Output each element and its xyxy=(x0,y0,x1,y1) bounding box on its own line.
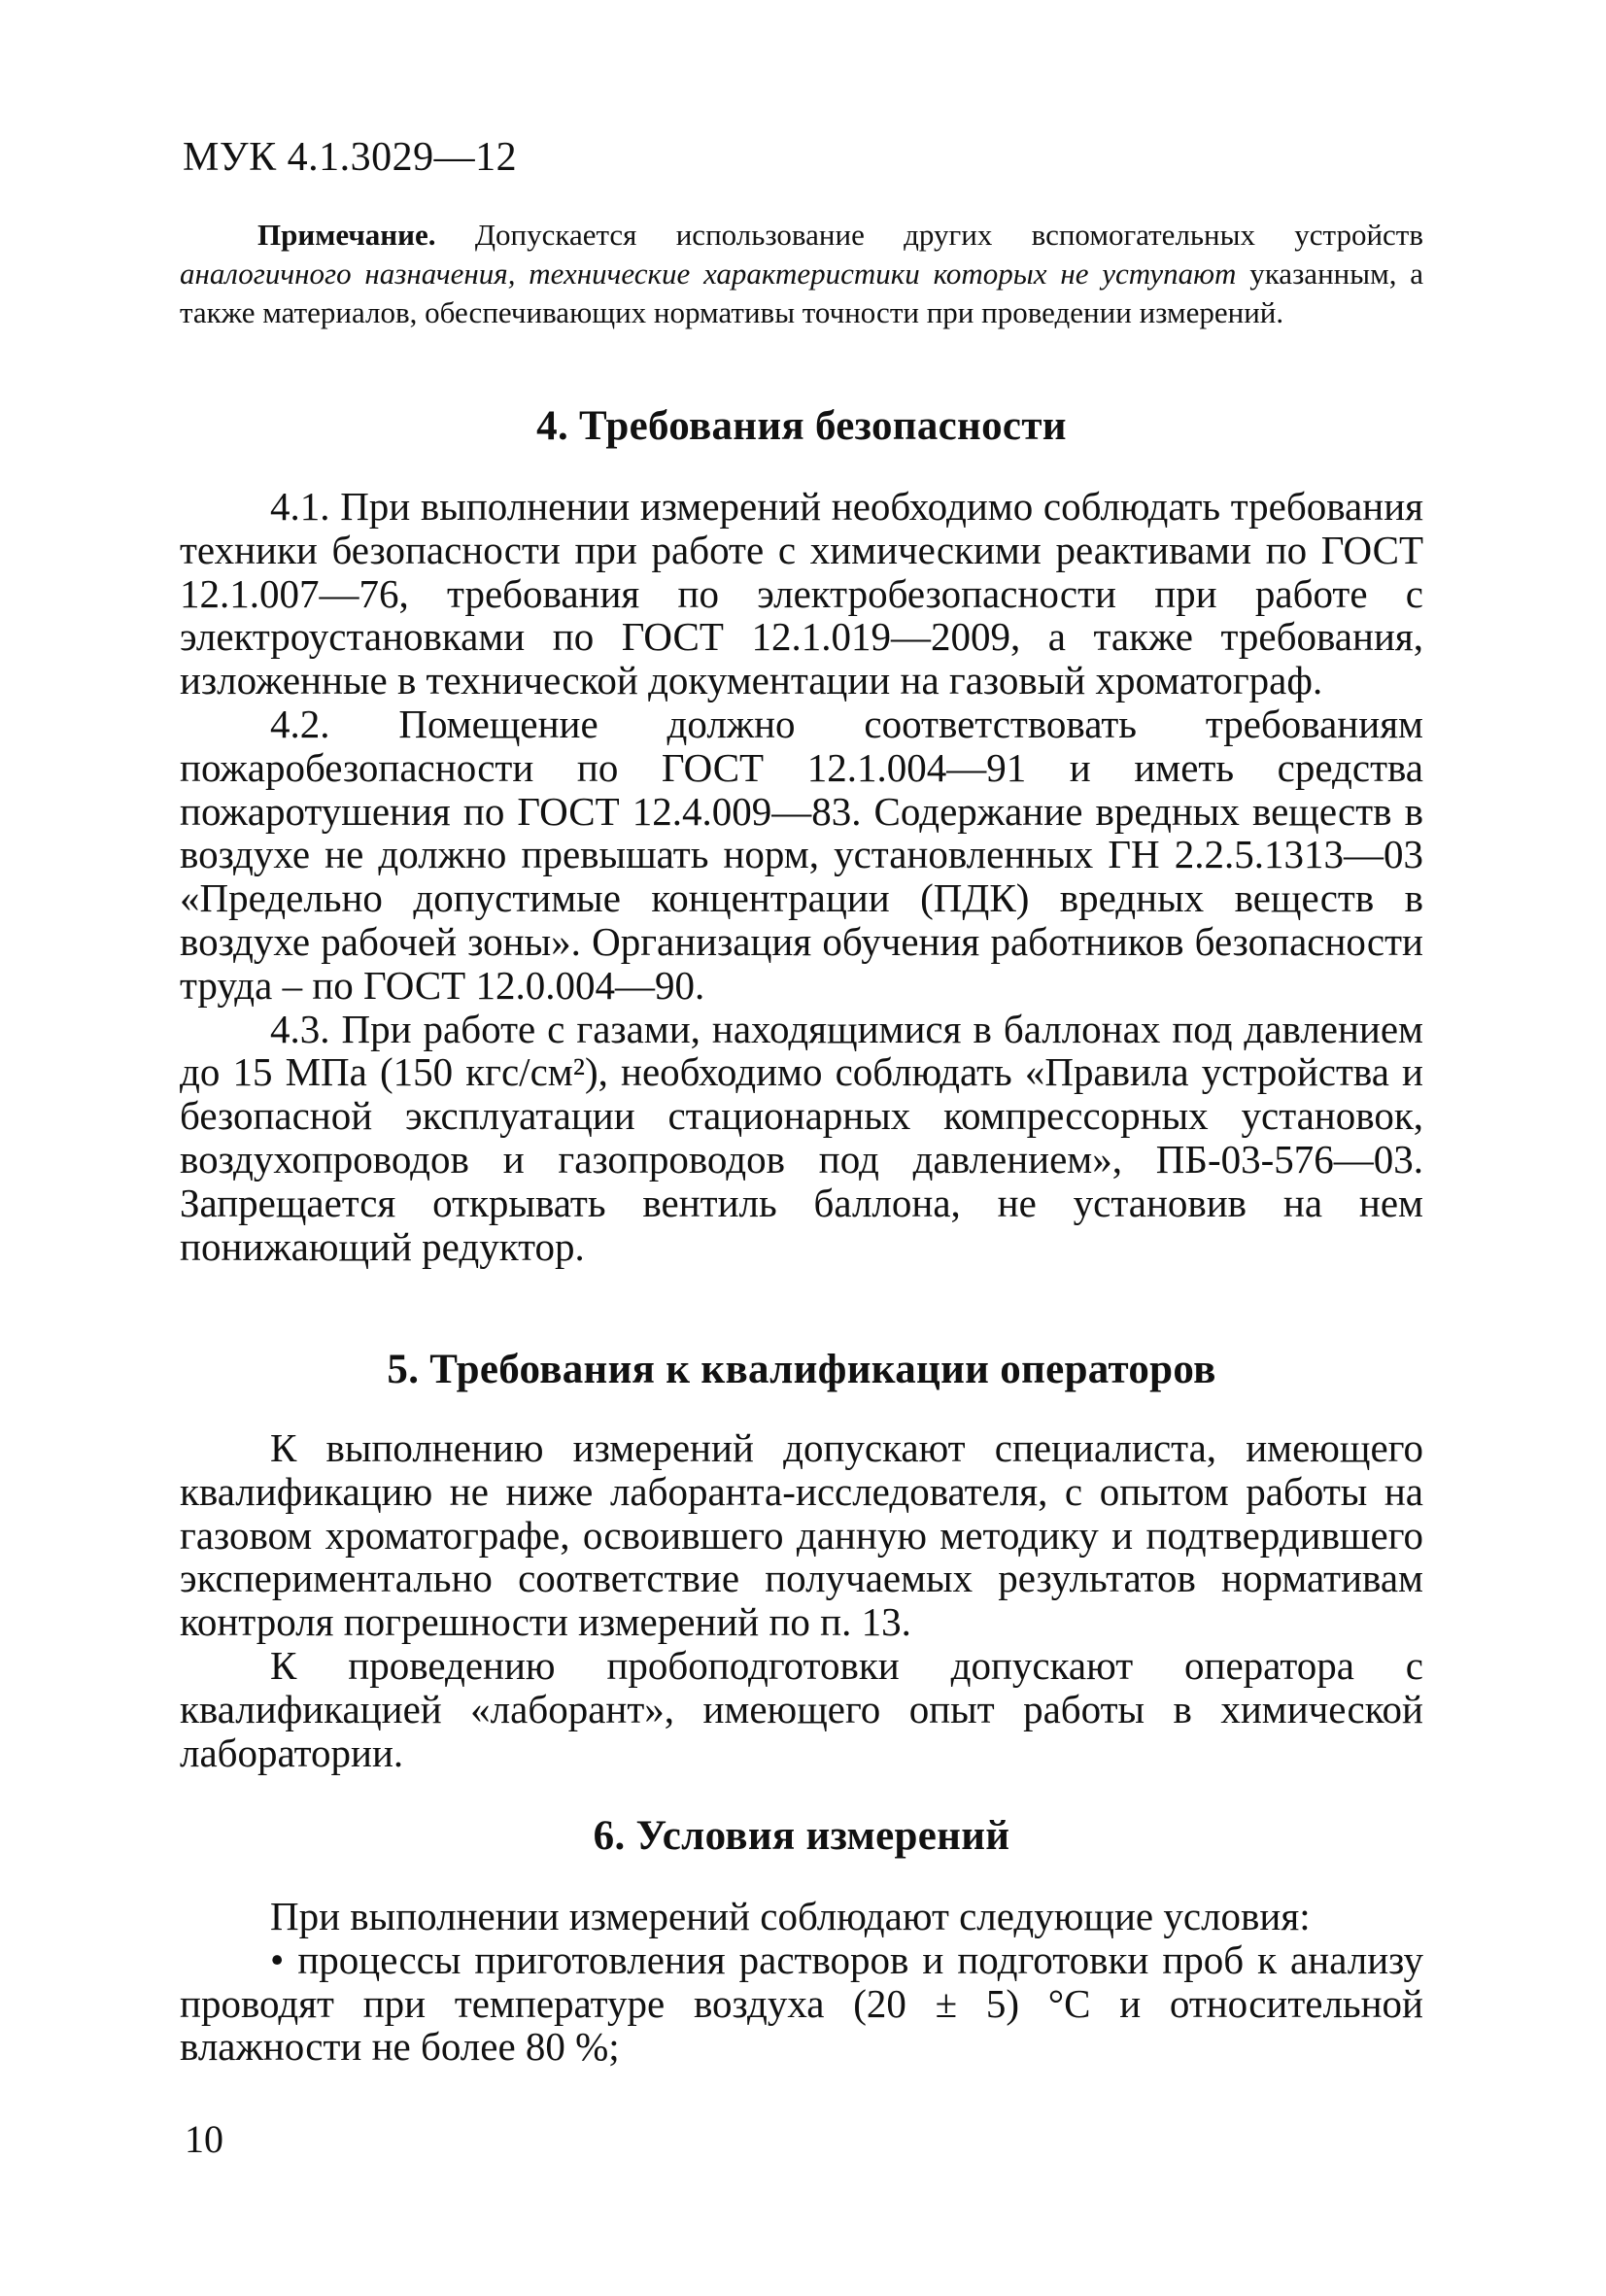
section-6-body xyxy=(180,1895,1423,2069)
note-paragraph xyxy=(180,216,1423,332)
page-number: 10 xyxy=(185,2117,223,2161)
document-code: МУК 4.1.3029—12 xyxy=(183,135,518,180)
note-label: Примечание. xyxy=(257,218,436,252)
paragraph-4-1: 4.1. При выполнении измерений необходимо соблюдать требования техники безопасности при работе с химическими реактивами по ГОСТ 12.1.007—76, требования по электробезопасности при работе с электроустановками по ГОСТ 12.1.019—2009, а также требования, изложенные в технической документации на газовый хроматограф. xyxy=(180,484,1423,703)
paragraph-4-2: 4.2. Помещение должно соответствовать требованиям пожаробезопасности по ГОСТ 12.1.004—91 и иметь средства пожаротушения по ГОСТ 12.4.009—83. Содержание вредных веществ в воздухе не должно превышать норм, установленных ГН 2.2.5.1313—03 «Предельно допустимые концентрации (ПДК) вредных веществ в воздухе рабочей зоны». Организация обучения работников безопасности труда – по ГОСТ 12.0.004—90. xyxy=(180,701,1423,1008)
paragraph-5-2: К проведению пробоподготовки допускают оператора с квалификацией «лаборант», имеющего опыт работы в химической лаборатории. xyxy=(180,1642,1423,1775)
paragraph-6-bullet: • процессы приготовления растворов и подготовки проб к анализу проводят при температуре воздуха (20 ± 5) °С и относительной влажности не более 80 %; xyxy=(180,1936,1423,2070)
section-5-heading: 5. Требования к квалификации операторов xyxy=(387,1347,1216,1392)
section-4-body xyxy=(180,485,1423,1268)
paragraph-6-intro: При выполнении измерений соблюдают следующие условия: xyxy=(270,1894,1311,1938)
paragraph-5-1: К выполнению измерений допускают специалиста, имеющего квалификацию не ниже лаборанта-исследователя, с опытом работы на газовом хроматографе, освоившего данную методику и подтвердившего экспериментально соответствие получаемых результатов нормативам контроля погрешности измерений по п. 13. xyxy=(180,1425,1423,1645)
section-4-heading: 4. Требования безопасности xyxy=(536,403,1067,449)
section-5-body xyxy=(180,1426,1423,1774)
note-text-italic: аналогичного назначения, технические характеристики которых не уступают xyxy=(180,257,1237,291)
note-text-part1: Допускается использование других вспомогательных устройств xyxy=(435,218,1423,252)
section-6-heading: 6. Условия измерений xyxy=(593,1813,1010,1859)
paragraph-4-3: 4.3. При работе с газами, находящимися в баллонах под давлением до 15 МПа (150 кгс/см²), необходимо соблюдать «Правила устройства и безопасной эксплуатации стационарных компрессорных установок, воздухопроводов и газопроводов под давлением», ПБ-03-576—03. Запрещается открывать вентиль баллона, не установив на нем понижающий редуктор. xyxy=(180,1006,1423,1269)
note-text-part2: указанным, а также материалов, обеспечивающих нормативы точности при проведении измерений. xyxy=(180,257,1423,329)
